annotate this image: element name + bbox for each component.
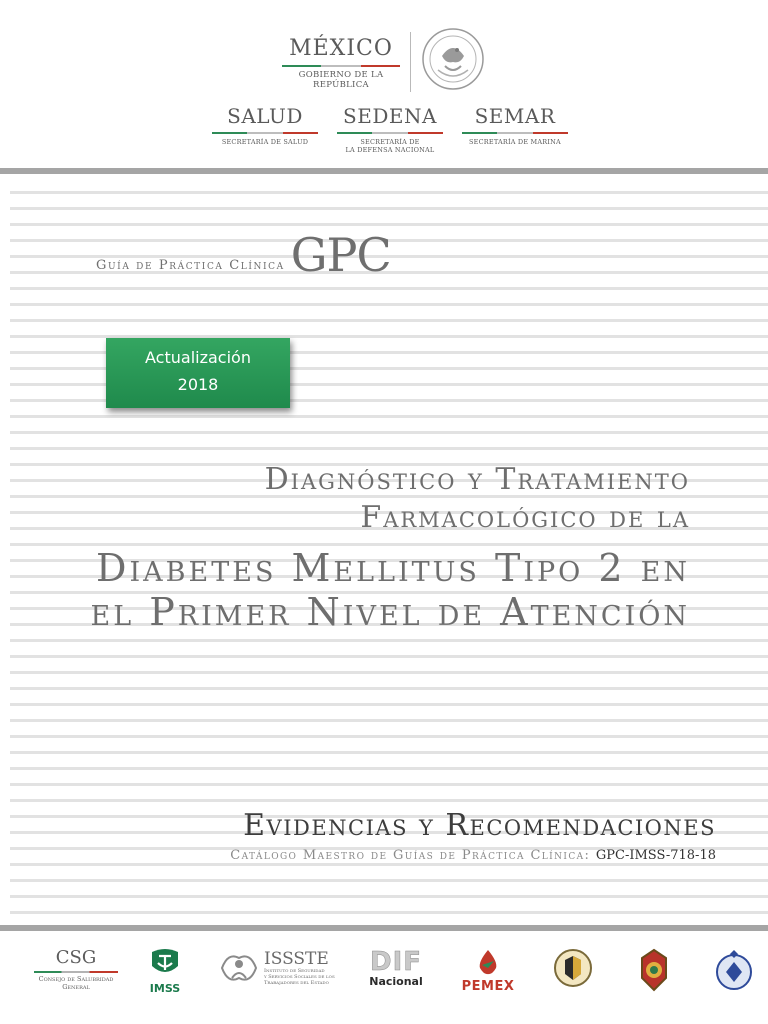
coat-of-arms-icon: [420, 26, 486, 96]
csg-subtitle-1: Consejo de Salubridad: [38, 975, 114, 983]
imss-emblem-icon: [148, 948, 182, 978]
bottom-divider-bar: [0, 925, 768, 931]
issste-subtitle-3: Trabajadores del Estado: [264, 980, 329, 986]
title-line-3: Diabetes Mellitus Tipo 2 en: [96, 546, 690, 590]
tricolor-rule: [337, 132, 443, 134]
navy-shield-icon: [714, 948, 754, 996]
semar-logo: [460, 104, 570, 146]
issste-family-icon: [218, 948, 260, 988]
catalog-line: [230, 848, 716, 863]
issste-logo: [218, 948, 336, 988]
imss-logo: [148, 948, 182, 995]
dif-name: DIF: [369, 947, 423, 977]
evidence-title: Evidencias y Recomendaciones: [243, 808, 716, 843]
top-divider-bar: [0, 168, 768, 174]
tricolor-rule: [212, 132, 318, 134]
update-badge: [106, 338, 290, 408]
gpc-heading: [96, 228, 391, 282]
mexico-subtitle: GOBIERNO DE LA REPÚBLICA: [298, 70, 384, 90]
sedena-subtitle-2: LA DEFENSA NACIONAL: [345, 146, 435, 154]
semar-subtitle: SECRETARÍA DE MARINA: [469, 138, 561, 146]
title-line-1: Diagnóstico y Tratamiento: [264, 462, 690, 497]
sedena-logo: [335, 104, 445, 154]
csg-logo: [30, 948, 122, 991]
catalog-label: Catálogo Maestro de Guías de Práctica Clínica:: [230, 848, 591, 863]
sedena-seal-icon: [553, 948, 593, 992]
gpc-acronym: GPC: [290, 228, 391, 282]
salud-subtitle: SECRETARÍA DE SALUD: [221, 138, 309, 146]
dif-logo: [368, 948, 424, 988]
badge-year: 2018: [177, 375, 219, 394]
pemex-eagle-drop-icon: [472, 948, 504, 976]
title-line-4: el Primer Nivel de Atención: [90, 590, 690, 634]
semar-crest-icon: [636, 948, 672, 996]
issste-subtitle-1: Instituto de Seguridad: [264, 968, 325, 974]
catalog-code: GPC-IMSS-718-18: [595, 848, 716, 863]
sedena-name: SEDENA: [343, 104, 437, 128]
badge-label: Actualización: [145, 348, 251, 367]
semar-name: SEMAR: [474, 104, 556, 128]
mexico-logo: [276, 36, 406, 90]
csg-name: CSG: [55, 947, 97, 968]
issste-subtitle-2: y Servicios Sociales de los: [264, 974, 335, 980]
tricolor-rule: [282, 65, 400, 67]
guide-label: Guía de Práctica Clínica: [96, 258, 285, 273]
csg-subtitle-2: General: [62, 982, 90, 991]
salud-name: SALUD: [227, 104, 303, 128]
pemex-logo: [456, 948, 520, 994]
pemex-name: PEMEX: [461, 979, 515, 994]
issste-name: ISSSTE: [264, 949, 329, 969]
sedena-subtitle-1: SECRETARÍA DE: [360, 138, 420, 146]
header-divider: [410, 32, 411, 92]
title-line-2: Farmacológico de la: [360, 500, 690, 535]
salud-logo: [210, 104, 320, 146]
dif-subtitle: Nacional: [369, 975, 423, 988]
imss-name: IMSS: [149, 982, 181, 995]
mexico-name: MÉXICO: [289, 36, 393, 61]
tricolor-rule: [34, 971, 118, 973]
tricolor-rule: [462, 132, 568, 134]
